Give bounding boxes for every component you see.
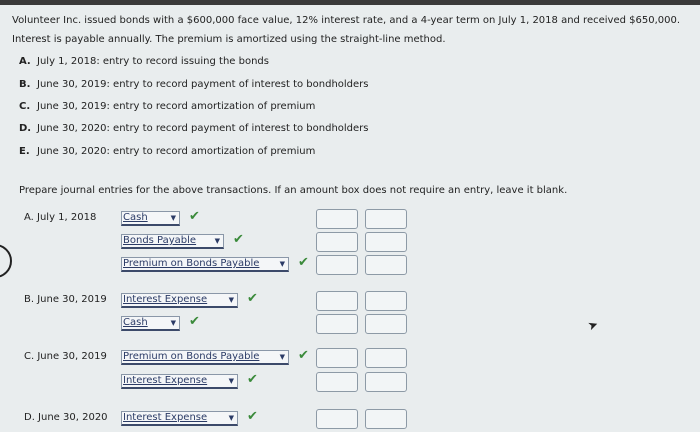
account-name: Premium on Bonds Payable — [123, 351, 260, 362]
credit-amount-input[interactable] — [365, 409, 407, 429]
entry-date-label: B. June 30, 2019 — [24, 294, 107, 305]
requirement-text: June 30, 2020: entry to record amortization of premium — [37, 146, 316, 157]
debit-amount-input[interactable] — [316, 314, 358, 334]
account-select[interactable] — [121, 257, 289, 272]
chevron-down-icon: ▼ — [279, 260, 285, 268]
debit-amount-input[interactable] — [316, 255, 358, 275]
account-name: Cash — [123, 317, 148, 328]
requirement-letter: B. — [19, 79, 31, 90]
entry-date-label: C. June 30, 2019 — [24, 351, 107, 362]
circle-mark — [0, 244, 12, 278]
check-icon: ✔ — [247, 372, 258, 387]
debit-amount-input[interactable] — [316, 372, 358, 392]
credit-amount-input[interactable] — [365, 314, 407, 334]
account-select[interactable] — [121, 234, 224, 249]
chevron-down-icon: ▼ — [279, 353, 285, 361]
chevron-down-icon: ▼ — [228, 414, 234, 422]
requirement-item — [19, 122, 369, 136]
requirement-text: June 30, 2020: entry to record payment of interest to bondholders — [37, 123, 369, 134]
debit-amount-input[interactable] — [316, 209, 358, 229]
account-select[interactable] — [121, 411, 238, 426]
credit-amount-input[interactable] — [365, 232, 407, 252]
debit-amount-input[interactable] — [316, 232, 358, 252]
entry-date-label: D. June 30, 2020 — [24, 412, 108, 423]
account-name: Interest Expense — [123, 412, 208, 423]
account-select[interactable] — [121, 374, 238, 389]
account-select[interactable] — [121, 316, 180, 331]
debit-amount-input[interactable] — [316, 348, 358, 368]
instructions: Prepare journal entries for the above transactions. If an amount box does not require an entry, leave it blank. — [19, 185, 568, 196]
requirement-item — [19, 145, 315, 159]
account-select[interactable] — [121, 350, 289, 365]
chevron-down-icon: ▼ — [228, 296, 234, 304]
chevron-down-icon: ▼ — [228, 377, 234, 385]
chevron-down-icon: ▼ — [170, 214, 176, 222]
credit-amount-input[interactable] — [365, 372, 407, 392]
entry-date-label: A. July 1, 2018 — [24, 212, 97, 223]
requirement-text: July 1, 2018: entry to record issuing the bonds — [37, 56, 269, 67]
account-name: Premium on Bonds Payable — [123, 258, 260, 269]
account-name: Interest Expense — [123, 375, 208, 386]
requirement-letter: D. — [19, 123, 32, 134]
chevron-down-icon: ▼ — [214, 237, 220, 245]
check-icon: ✔ — [247, 291, 258, 306]
requirement-letter: C. — [19, 101, 31, 112]
account-name: Cash — [123, 212, 148, 223]
requirement-letter: A. — [19, 56, 31, 67]
check-icon: ✔ — [247, 409, 258, 424]
debit-amount-input[interactable] — [316, 291, 358, 311]
credit-amount-input[interactable] — [365, 348, 407, 368]
credit-amount-input[interactable] — [365, 291, 407, 311]
debit-amount-input[interactable] — [316, 409, 358, 429]
check-icon: ✔ — [298, 348, 309, 363]
check-icon: ✔ — [189, 209, 200, 224]
requirement-item — [19, 100, 315, 114]
problem-statement: Volunteer Inc. issued bonds with a $600,000 face value, 12% interest rate, and a 4-year term on July 1, 2018 and received $650,000. Interest is payable annually. The premium is amortized using the straight-line method. — [12, 15, 681, 45]
account-name: Bonds Payable — [123, 235, 197, 246]
check-icon: ✔ — [189, 314, 200, 329]
check-icon: ✔ — [233, 232, 244, 247]
mouse-cursor-icon: ➤ — [585, 316, 601, 334]
credit-amount-input[interactable] — [365, 255, 407, 275]
requirement-text: June 30, 2019: entry to record amortization of premium — [37, 101, 316, 112]
account-name: Interest Expense — [123, 294, 208, 305]
requirement-item — [19, 78, 369, 92]
check-icon: ✔ — [298, 255, 309, 270]
requirement-text: June 30, 2019: entry to record payment of interest to bondholders — [37, 79, 369, 90]
requirement-letter: E. — [19, 146, 30, 157]
credit-amount-input[interactable] — [365, 209, 407, 229]
account-select[interactable] — [121, 293, 238, 308]
top-bar — [0, 0, 700, 5]
requirement-item — [19, 55, 269, 69]
account-select[interactable] — [121, 211, 180, 226]
chevron-down-icon: ▼ — [170, 319, 176, 327]
